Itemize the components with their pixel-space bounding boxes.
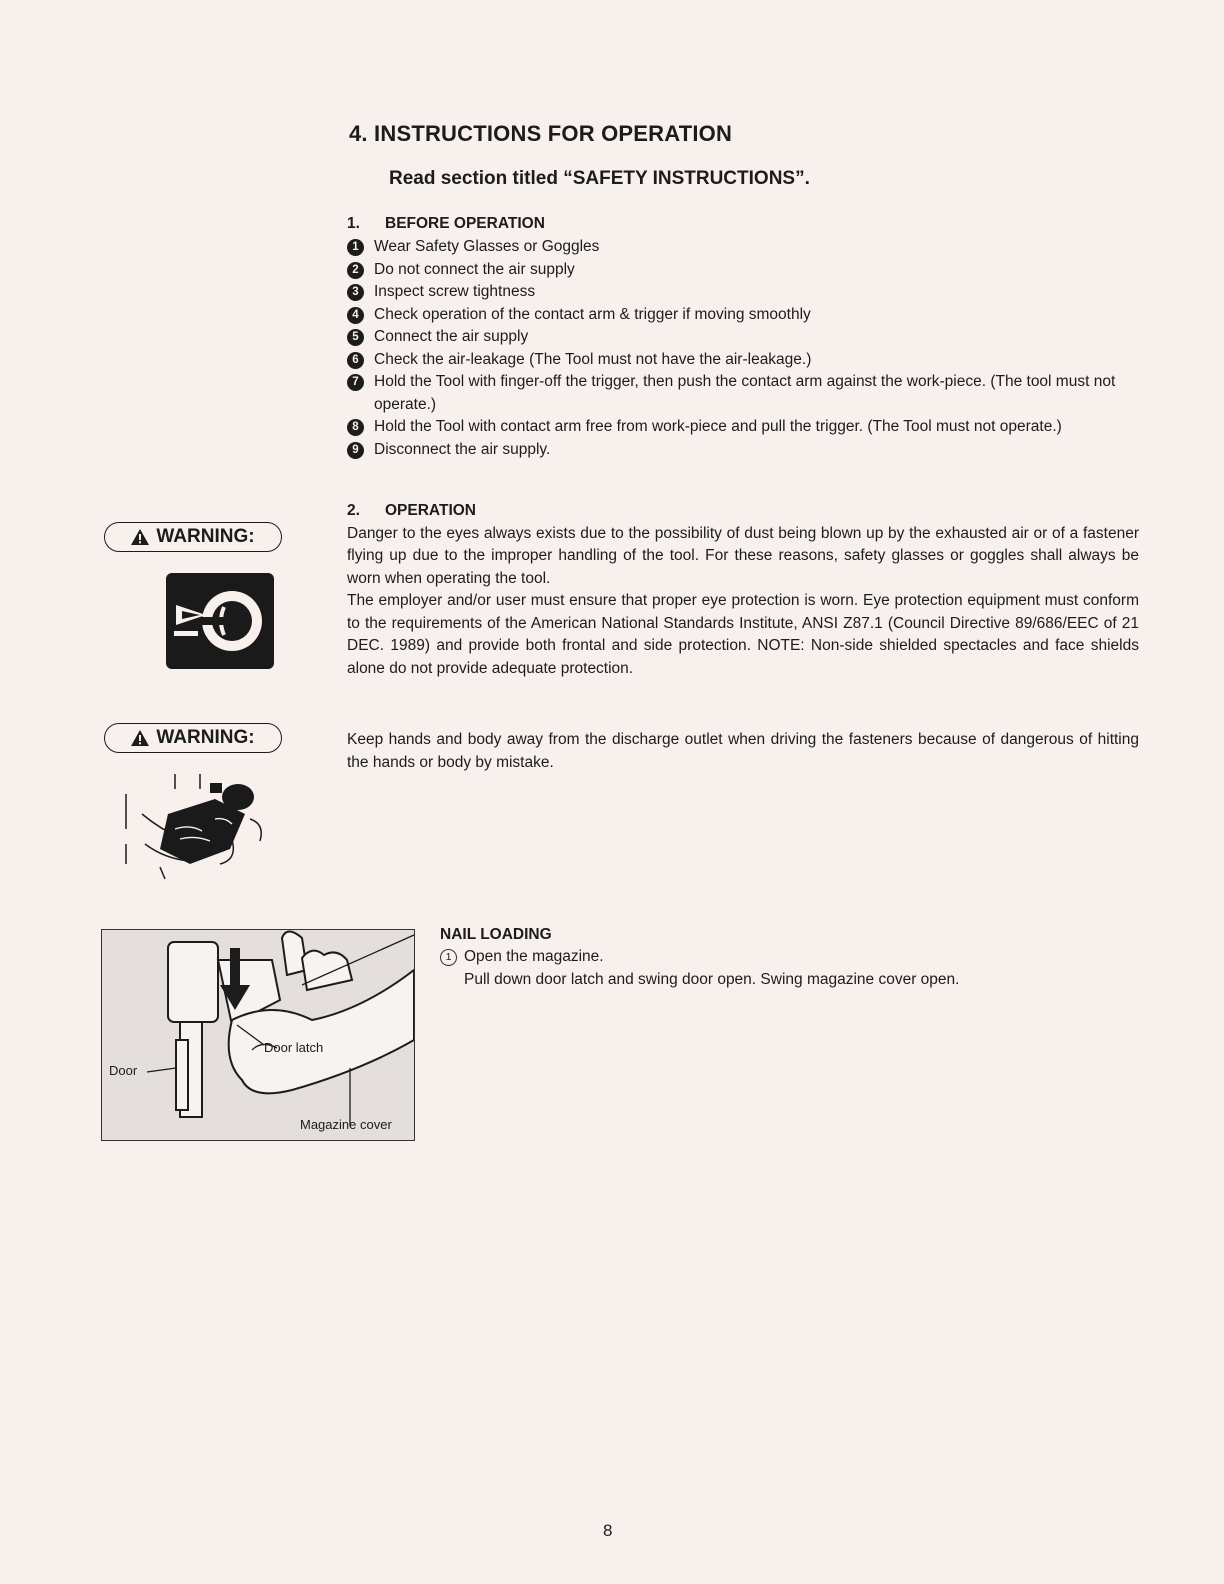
step-number-badge: 7: [347, 374, 364, 391]
step-number-badge: 5: [347, 329, 364, 346]
step-number-badge: 2: [347, 262, 364, 279]
step-text: Do not connect the air supply: [374, 260, 575, 278]
step-text: Wear Safety Glasses or Goggles: [374, 238, 600, 255]
keep-hands-paragraph: Keep hands and body away from the discharge outlet when driving the fasteners because of dangerous of hitting the hands or body by mistake.: [347, 731, 1139, 771]
step-number-badge: 9: [347, 442, 364, 459]
page-number: 8: [603, 1521, 613, 1540]
warning-triangle-icon: [131, 529, 149, 545]
magazine-cover-label: Magazine cover: [300, 1117, 392, 1132]
operation-heading: [347, 500, 1139, 523]
step-number-badge: 6: [347, 352, 364, 369]
list-item: [347, 259, 1139, 282]
list-item: [347, 416, 1139, 439]
list-item: [347, 281, 1139, 304]
step-text: Open the magazine.: [464, 948, 604, 965]
before-operation-title: BEFORE OPERATION: [385, 215, 545, 232]
nail-loading-step: [440, 946, 1140, 969]
step-number-badge: 1: [347, 239, 364, 256]
list-item: [347, 326, 1139, 349]
step-text: Hold the Tool with contact arm free from work-piece and pull the trigger. (The Tool must not operate.): [374, 418, 1062, 435]
step-text: Hold the Tool with finger-off the trigger, then push the contact arm against the work-piece. (The tool must not operate.): [374, 373, 1116, 413]
section-subtitle: Read section titled “SAFETY INSTRUCTIONS”.: [389, 168, 810, 189]
list-item: [347, 236, 1139, 259]
hands-near-tool-illustration: [120, 769, 275, 884]
step-number-circle: 1: [440, 949, 457, 966]
nail-loading-figure: [101, 929, 415, 1141]
before-operation-steps: [347, 236, 1139, 461]
step-text: Connect the air supply: [374, 328, 529, 345]
step-text: Inspect screw tightness: [374, 283, 536, 300]
list-item: [347, 439, 1139, 462]
step-text: Disconnect the air supply.: [374, 440, 551, 458]
step-number-badge: 4: [347, 307, 364, 324]
warning-label: WARNING:: [156, 526, 255, 547]
list-item: [347, 304, 1139, 327]
operation-section: [347, 500, 1139, 680]
before-operation-heading: [347, 215, 1139, 233]
step-text: Check the air-leakage (The Tool must not have the air-leakage.): [374, 350, 812, 368]
warning-label: WARNING:: [156, 727, 255, 748]
step-number-badge: 3: [347, 284, 364, 301]
warning-badge: [104, 723, 282, 753]
operation-paragraph: The employer and/or user must ensure that proper eye protection is worn. Eye protection equipment must conform to the requirements of the American National Standards Institute, ANSI Z87.1 (Council Directive 89/686/EEC of 21 DEC. 1989) and provide both frontal and side protection. NOTE: Non-side shielded spectacles and face shields alone do not provide adequate protection.: [347, 592, 1139, 677]
list-item: [347, 371, 1139, 416]
door-latch-label: Door latch: [264, 1040, 324, 1055]
before-operation-number: 1.: [347, 215, 360, 232]
operation-paragraph: Danger to the eyes always exists due to the possibility of dust being blown up by the exhausted air or of a fastener flying up due to the improper handling of the tool. For these reasons, safety glasses or goggles shall always be worn when operating the tool.: [347, 524, 1139, 587]
nail-loading-heading: NAIL LOADING: [440, 926, 552, 943]
nail-loading-section: [440, 926, 1140, 991]
nail-loading-detail: Pull down door latch and swing door open. Swing magazine cover open.: [464, 970, 960, 988]
warning-triangle-icon: [131, 730, 149, 746]
warning-badge: [104, 522, 282, 552]
operation-number: 2.: [347, 502, 360, 519]
before-operation-section: [347, 215, 1139, 461]
step-number-badge: 8: [347, 419, 364, 436]
list-item: [347, 349, 1139, 372]
operation-title: OPERATION: [385, 502, 476, 519]
door-label: Door: [109, 1063, 138, 1078]
step-text: Check operation of the contact arm & trigger if moving smoothly: [374, 305, 811, 323]
section-title: 4. INSTRUCTIONS FOR OPERATION: [349, 121, 733, 146]
eye-protection-icon: [166, 573, 274, 669]
